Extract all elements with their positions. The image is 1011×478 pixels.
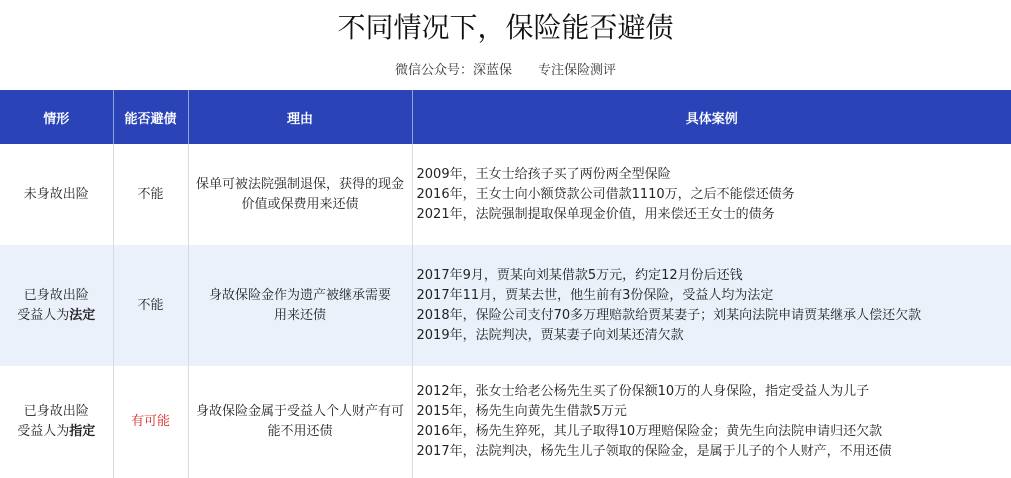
header-cases: 具体案例 bbox=[412, 90, 1011, 144]
reason-text: 身故保险金属于受益人个人财产有可能不用还债 bbox=[195, 404, 404, 439]
slogan-label: 专注保险测评 bbox=[538, 63, 617, 78]
case-line: 2012年，张女士给老公杨先生买了份保额10万的人身保险，指定受益人为儿子 bbox=[416, 384, 870, 399]
table-row bbox=[0, 144, 1011, 245]
reason-cell bbox=[188, 366, 412, 478]
situation-cell bbox=[0, 366, 113, 478]
situation-cell bbox=[0, 245, 113, 366]
can-avoid-value: 不能 bbox=[137, 297, 164, 313]
case-line: 2016年，王女士向小额贷款公司借款1110万，之后不能偿还债务 bbox=[416, 186, 795, 202]
case-line: 2017年，法院判决，杨先生儿子领取的保险金，是属于儿子的个人财产，不用还债 bbox=[416, 444, 892, 459]
situation-text: 未身故出险 bbox=[23, 186, 89, 202]
case-line: 2018年，保险公司支付70多万理赔款给贾某妻子；刘某向法院申请贾某继承人偿还欠款 bbox=[416, 307, 922, 323]
table-row bbox=[0, 245, 1011, 366]
case-line: 2009年，王女士给孩子买了两份两全型保险 bbox=[416, 166, 671, 182]
table-header-row bbox=[0, 90, 1011, 144]
table-row bbox=[0, 366, 1011, 478]
page-subtitle bbox=[0, 62, 1011, 80]
case-line: 2021年，法院强制提取保单现金价值，用来偿还王女士的债务 bbox=[416, 206, 775, 222]
beneficiary-prefix: 受益人为 bbox=[17, 424, 70, 439]
cases-cell bbox=[412, 245, 1011, 366]
case-line: 2015年，杨先生向黄先生借款5万元 bbox=[416, 404, 627, 419]
beneficiary-type: 法定 bbox=[69, 307, 96, 323]
can-avoid-cell bbox=[113, 245, 188, 366]
situation-text: 已身故出险 bbox=[23, 287, 89, 303]
header-situation: 情形 bbox=[0, 90, 113, 144]
reason-text: 身故保险金作为遗产被继承需要用来还债 bbox=[208, 287, 391, 323]
reason-cell bbox=[188, 245, 412, 366]
reason-cell bbox=[188, 144, 412, 245]
situation-cell bbox=[0, 144, 113, 245]
wechat-account-label: 微信公众号：深蓝保 bbox=[394, 63, 512, 78]
can-avoid-value: 有可能 bbox=[130, 414, 170, 429]
beneficiary-prefix: 受益人为 bbox=[17, 307, 70, 323]
case-line: 2017年9月，贾某向刘某借款5万元，约定12月份后还钱 bbox=[416, 267, 743, 283]
header-reason: 理由 bbox=[188, 90, 412, 144]
header-can-avoid: 能否避债 bbox=[113, 90, 188, 144]
cases-cell bbox=[412, 366, 1011, 478]
can-avoid-cell bbox=[113, 144, 188, 245]
situation-text: 已身故出险 bbox=[23, 404, 89, 419]
can-avoid-value: 不能 bbox=[137, 186, 164, 202]
comparison-table bbox=[0, 90, 1011, 478]
case-line: 2016年，杨先生猝死，其儿子取得10万理赔保险金；黄先生向法院申请归还欠款 bbox=[416, 424, 883, 439]
cases-cell bbox=[412, 144, 1011, 245]
case-line: 2017年11月，贾某去世，他生前有3份保险，受益人均为法定 bbox=[416, 287, 774, 303]
reason-text: 保单可被法院强制退保，获得的现金价值或保费用来还债 bbox=[195, 176, 404, 212]
case-line: 2019年，法院判决，贾某妻子向刘某还清欠款 bbox=[416, 327, 684, 343]
page-title: 不同情况下，保险能否避债 bbox=[337, 11, 674, 44]
can-avoid-cell bbox=[113, 366, 188, 478]
beneficiary-type: 指定 bbox=[69, 424, 96, 439]
